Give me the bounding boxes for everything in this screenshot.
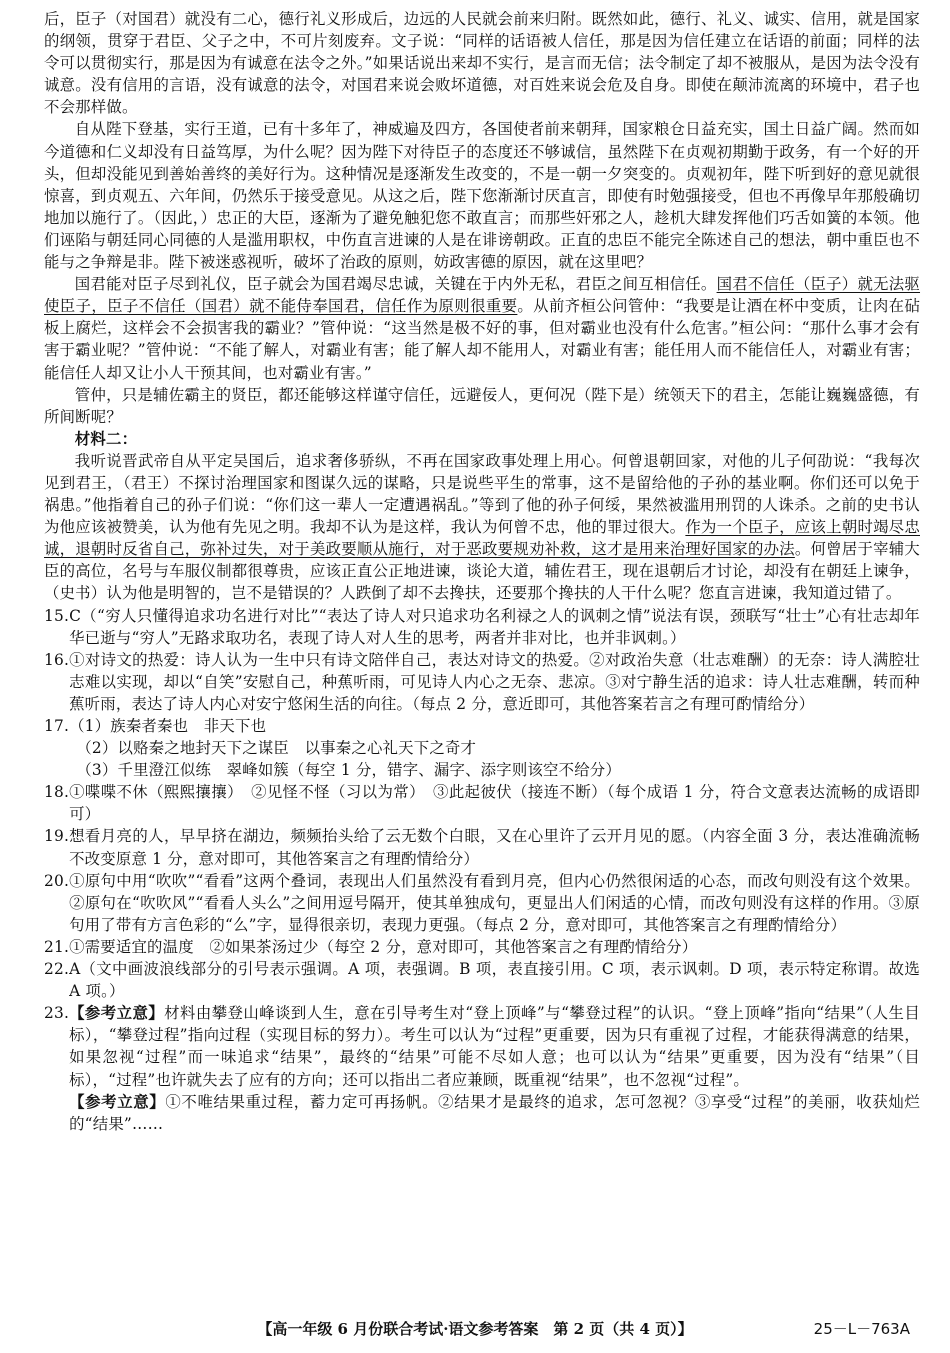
page-footer — [0, 1318, 950, 1339]
answer-number: 20. — [44, 871, 70, 890]
answer-number: 23. — [44, 1004, 70, 1023]
answer-item — [44, 825, 920, 869]
answer-text: ①需要适宜的温度 ②如果茶汤过少（每空 2 分，意对即可，其他答案言之有理酌情给分） — [69, 937, 698, 956]
footer-label: 【高一年级 6 月份联合考试·语文参考答案 第 2 页（共 4 页）】 — [257, 1320, 693, 1338]
material1-paragraph: 管仲，只是辅佐霸主的贤臣，都还能够这样谨守信任，远避佞人，更何况（陛下是）统领天下的君主，怎能让巍巍盛德，有所间断呢？ — [44, 385, 920, 426]
paragraph-text: 。何曾居于宰辅大臣的高位，名号与车服仪制都很尊贵，应该正直公正地进谏，谈论大道，辅佐君王，现在退朝后才讨论，却没有在朝廷上谏争，（史书）认为他是明智的，岂不是错误的？人跌倒了却不去搀扶，还要那个搀扶的人干什么呢？您直言进谏，我知道过错了。 — [44, 540, 920, 603]
answer-text: ①喋喋不休（熙熙攘攘） ②见怪不怪（习以为常） ③此起彼伏（接连不断）（每个成语 1 分，符合文意表达流畅的成语即可） — [69, 783, 920, 824]
document-code: 25－L－763A — [813, 1320, 910, 1338]
material2-paragraph — [44, 450, 920, 605]
paragraph-text: 。从前齐桓公问管仲：“我要是让酒在杯中变质，让肉在砧板上腐烂，这样会不会损害我的霸业？”管仲说：“这当然是极不好的事，但对霸业也没有什么危害。”桓公问：“那什么事才会有害于霸业呢？”管仲说：“不能了解人，对霸业有害；能了解人却不能用人，对霸业有害；能任用人而不能信任人，对霸业有害；能信任人却又让小人干预其间，也对霸业有害。” — [44, 297, 920, 382]
answer-item — [44, 1091, 920, 1135]
answer-number: 17. — [44, 717, 70, 735]
answer-item — [44, 870, 920, 936]
answer-text: C（“穷人只懂得追求功名进行对比”“表达了诗人对只追求功名利禄之人的讽刺之情”说法有误，颈联写“壮士”心有壮志却年华已逝与“穷人”无路求取功名，表现了诗人对人生的思考，两者并非对比，也并非讽刺。） — [69, 606, 920, 647]
paragraph-text: 国君能对臣子尽到礼仪，臣子就会为国君竭尽忠诚，关键在于内外无私，君臣之间互相信任。 — [74, 275, 717, 294]
answer-number: 22. — [44, 960, 70, 979]
answer-number: 18. — [44, 783, 70, 802]
answer-item — [44, 605, 920, 649]
reference-text: ①不唯结果重过程，蓄力定可再扬帆。②结果才是最终的追求，怎可忽视？③享受“过程”的美丽，收获灿烂的“结果”…… — [69, 1092, 921, 1133]
answer-subline: （2）以赂秦之地封天下之谋臣 以事秦之心礼天下之奇才 — [76, 739, 477, 758]
answer-item — [44, 958, 920, 1002]
reference-label: 【参考立意】 — [69, 1004, 165, 1023]
answer-item — [44, 781, 920, 825]
material1-paragraph: 自从陛下登基，实行王道，已有十多年了，神威遍及四方，各国使者前来朝拜，国家粮仓日益充实，国土日益广阔。然而如今道德和仁义却没有日益笃厚，为什么呢？因为陛下对待臣子的态度还不够诚信，虽然陛下在贞观初期勤于政务，有一个好的开头，但却没能见到善始善终的美好行为。这种情况是逐渐发生改变的，不是一朝一夕突变的。贞观初年，陛下听到好的意见就很惊喜，到贞观五、六年间，仍然乐于接受意见。从这之后，陛下您渐渐讨厌直言，即使有时勉强接受，但也不再像早年那般确切地加以施行了。（因此，）忠正的大臣，逐渐为了避免触犯您不敢直言；而那些奸邪之人，趁机大肆发挥他们巧舌如簧的本领。他们诬陷与朝廷同心同德的人是滥用职权，中伤直言进谏的人是在诽谤朝政。正直的忠臣不能完全陈述自己的想法，朝中重臣也不能与之争辩是非。陛下被迷惑视听，破坏了治政的原则，妨政害德的原因，就在这里吧？ — [44, 120, 920, 272]
answer-item — [44, 715, 920, 737]
material2-heading: 材料二： — [74, 429, 138, 448]
material1-paragraph — [44, 273, 920, 383]
underlined-text: 作为一个臣子，应该上朝时竭尽忠诚，退朝时反省自己，弥补过失，对于美政要顺从施行，对于恶政要规劝补救，这才是用来治理好国家的办法 — [44, 518, 920, 559]
answer-number: 16. — [44, 650, 70, 669]
answer-text: （1）族秦者秦也 非天下也 — [69, 717, 267, 735]
answer-text: ①对诗文的热爱：诗人认为一生中只有诗文陪伴自己，表达对诗文的热爱。②对政治失意（壮志难酬）的无奈：诗人满腔壮志难以实现，却以“自笑”安慰自己，种蕉听雨，可见诗人内心之无奈、悲凉。③对宁静生活的追求：诗人壮志难酬，转而种蕉听雨，表达了诗人内心对安宁悠闲生活的向往。（每点 2 分，意近即可，其他答案若言之有理可酌情给分） — [69, 650, 920, 713]
answer-text — [69, 1002, 920, 1090]
answer-item — [44, 649, 920, 715]
answer-number: 15. — [44, 606, 70, 625]
answer-item — [44, 1002, 920, 1090]
answer-number: 19. — [44, 827, 70, 846]
answer-text: ①原句中用“吹吹”“看看”这两个叠词，表现出人们虽然没有看到月亮，但内心仍然很闲适的心态，而改句则没有这个效果。②原句在“吹吹风”“看看人头么”之间用逗号隔开，使其单独成句，更显出人们闲适的心情，而改句则没有这样的作用。③原句用了带有方言色彩的“么”字，显得很亲切，表现力更强。（每点 2 分，意对即可，其他答案言之有理酌情给分） — [69, 871, 920, 934]
answer-text — [69, 1091, 920, 1135]
material1-paragraph: 后，臣子（对国君）就没有二心，德行礼义形成后，边远的人民就会前来归附。既然如此，德行、礼义、诚实、信用，就是国家的纲领，贯穿于君臣、父子之中，不可片刻废弃。文子说：“同样的话语被人信任，那是因为信任建立在话语的前面；同样的法令可以贯彻实行，那是因为有诚意在法令之外。”如果话说出来却不实行，是言而无信；法令制定了却不被服从，是因为法令没有诚意。没有信用的言语，没有诚意的法令，对国君来说会败坏道德，对百姓来说会危及自身。即使在颠沛流离的环境中，君子也不会那样做。 — [44, 10, 920, 117]
reference-label: 【参考立意】 — [69, 1092, 166, 1111]
answer-text: 想看月亮的人，早早挤在湖边，频频抬头给了云无数个白眼，又在心里许了云开月见的愿。（内容全面 3 分，表达准确流畅不改变原意 1 分，意对即可，其他答案言之有理酌情给分） — [69, 827, 920, 868]
answer-item — [44, 936, 920, 958]
answer-subline: （3）千里澄江似练 翠峰如簇（每空 1 分，错字、漏字、添字则该空不给分） — [76, 761, 621, 780]
paragraph-text: 我听说晋武帝自从平定吴国后，追求奢侈骄纵，不再在国家政事处理上用心。何曾退朝回家，对他的儿子何劭说：“我每次见到君王，（君王）不探讨治理国家和图谋久远的谋略，只是说些平生的常事，这不是留给他的子孙的基业啊。你们还可以免于祸患。”他指着自己的孙子们说：“你们这一辈人一定遭遇祸乱。”等到了他的孙子何绥，果然被滥用刑罚的人诛杀。之前的史书认为他应该被赞美，认为他有先见之明。我却不认为是这样，我认为何曾不忠，他的罪过很大。 — [44, 451, 920, 537]
reference-text: 材料由攀登山峰谈到人生，意在引导考生对“登上顶峰”与“攀登过程”的认识。“登上顶峰”指向“结果”（人生目标），“攀登过程”指向过程（实现目标的努力）。考生可以认为“过程”更重要，因为只有重视了过程，才能获得满意的结果，如果忽视“过程”而一味追求“结果”，最终的“结果”可能不尽如人意；也可以认为“结果”更重要，因为没有“结果”（目标），“过程”也许就失去了应有的方向；还可以指出二者应兼顾，既重视“结果”，也不忽视“过程”。 — [69, 1004, 920, 1089]
document-body — [44, 8, 920, 1135]
answer-number: 21. — [44, 937, 70, 956]
underlined-text: 国君不信任（臣子）就无法驱使臣子，臣子不信任（国君）就不能侍奉国君，信任作为原则很重要 — [44, 275, 921, 316]
answer-text: A（文中画波浪线部分的引号表示强调。A 项，表强调。B 项，表直接引用。C 项，表示讽刺。D 项，表示特定称谓。故选 A 项。） — [69, 960, 920, 1001]
